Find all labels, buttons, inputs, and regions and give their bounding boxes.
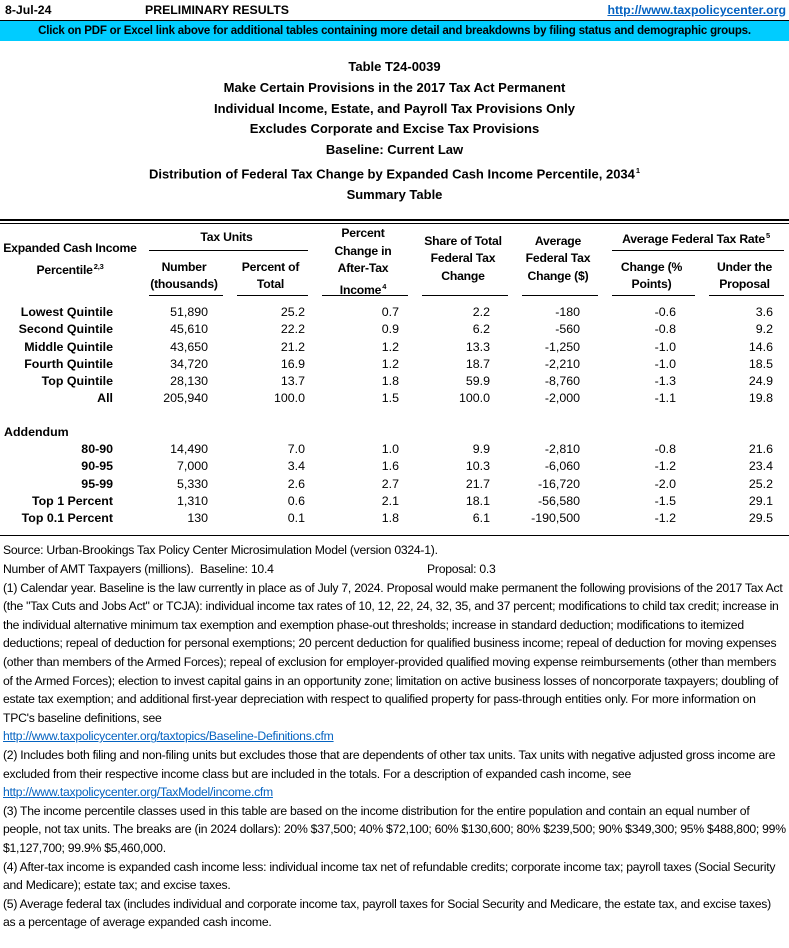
cell: 9.9 xyxy=(472,441,490,456)
footnote-4: (4) After-tax income is expanded cash income less: individual income tax net of refundable credits; corporate income tax; payroll taxes (Social Security and Medicare); estate tax; and excise taxes. xyxy=(3,859,776,893)
cell: 100.0 xyxy=(458,391,490,406)
cell: 6.1 xyxy=(472,511,490,526)
cell: 18.1 xyxy=(465,493,490,508)
cell: 1.2 xyxy=(381,356,399,371)
cell: 9.2 xyxy=(755,322,773,337)
amt-proposal: Proposal: 0.3 xyxy=(427,562,496,577)
row-label: Fourth Quintile xyxy=(24,356,113,371)
table-row xyxy=(0,493,789,510)
footnote-1-link[interactable]: http://www.taxpolicycenter.org/taxtopics/Baseline-Definitions.cfm xyxy=(3,729,334,744)
notes-section xyxy=(0,536,789,931)
table-row xyxy=(0,356,789,373)
cell: -560 xyxy=(555,322,580,337)
cell: 7,000 xyxy=(176,459,208,474)
cell: 1,310 xyxy=(176,493,208,508)
title-line-2: Make Certain Provisions in the 2017 Tax Act Permanent xyxy=(223,79,566,95)
cell: 0.6 xyxy=(287,493,305,508)
cell: 18.7 xyxy=(465,356,490,371)
cell: -1,250 xyxy=(544,339,580,354)
cell: 3.4 xyxy=(287,459,305,474)
cell: 2.7 xyxy=(381,476,399,491)
cell: -16,720 xyxy=(537,476,580,491)
table-row xyxy=(0,339,789,356)
row-label: 80-90 xyxy=(81,441,113,456)
cell: 25.2 xyxy=(748,476,773,491)
cell: -8,760 xyxy=(544,374,580,389)
header-footnote-ref-5: 5 xyxy=(765,230,770,240)
title-line-4: Excludes Corporate and Excise Tax Provisions xyxy=(249,121,540,137)
title-footnote-ref: 1 xyxy=(635,165,641,175)
table-body xyxy=(0,296,789,536)
footnote-2-link-line xyxy=(3,783,786,802)
cell: 5,330 xyxy=(176,476,208,491)
cell: 25.2 xyxy=(280,304,305,319)
cell: 10.3 xyxy=(465,459,490,474)
table-row xyxy=(0,321,789,338)
header-percent-of-total: Percent of Total xyxy=(228,251,313,296)
row-label: Top Quintile xyxy=(41,374,113,389)
header-footnote-ref-23: 2,3 xyxy=(93,261,104,271)
table-row xyxy=(0,458,789,475)
cell: 21.2 xyxy=(280,339,305,354)
addendum-rows xyxy=(0,441,789,527)
title-line-3: Individual Income, Estate, and Payroll Tax Provisions Only xyxy=(214,100,575,116)
cell: 34,720 xyxy=(170,356,208,371)
cell: 45,610 xyxy=(170,322,208,337)
cell: 205,940 xyxy=(163,391,208,406)
cell: 14.6 xyxy=(748,339,773,354)
header-number-thousands: Number (thousands) xyxy=(140,251,228,296)
cell: -180 xyxy=(555,304,580,319)
cell: 1.2 xyxy=(381,339,399,354)
table-row xyxy=(0,476,789,493)
header-average-federal-tax-change: Average Federal Tax Change ($) xyxy=(513,224,603,296)
date-label: 8-Jul-24 xyxy=(5,3,52,17)
row-label: Top 1 Percent xyxy=(31,493,113,508)
cell: 2.2 xyxy=(472,304,490,319)
cell: 43,650 xyxy=(170,339,208,354)
cell: 51,890 xyxy=(170,304,208,319)
cell: 1.0 xyxy=(381,441,399,456)
cell: 24.9 xyxy=(748,374,773,389)
cell: 21.7 xyxy=(465,476,490,491)
cell: -0.8 xyxy=(654,441,676,456)
header-share-of-total-federal-tax-change: Share of Total Federal Tax Change xyxy=(413,224,513,296)
footnote-2: (2) Includes both filing and non-filing units but excludes those that are dependents of other tax units. Tax units with negative adjusted gross income are excluded from their respective income class but are included in the totals. For a description of expanded cash income, see xyxy=(3,748,776,781)
title-line-1: Table T24-0039 xyxy=(348,59,441,74)
cell: 1.8 xyxy=(381,511,399,526)
table-header xyxy=(0,224,789,296)
cell: 100.0 xyxy=(273,391,305,406)
row-label: All xyxy=(97,391,113,406)
footnote-2-link[interactable]: http://www.taxpolicycenter.org/TaxModel/income.cfm xyxy=(3,785,273,800)
row-label: Middle Quintile xyxy=(24,339,113,354)
title-block xyxy=(0,57,789,206)
amt-line: Number of AMT Taxpayers (millions). Baseline: 10.4 Proposal: 0.3 xyxy=(3,560,786,579)
cell: -1.3 xyxy=(654,374,676,389)
source-line: Source: Urban-Brookings Tax Policy Center Microsimulation Model (version 0324-1). xyxy=(3,543,438,558)
cell: -0.8 xyxy=(654,322,676,337)
cell: -1.0 xyxy=(654,356,676,371)
cell: 2.6 xyxy=(287,476,305,491)
footnote-1: (1) Calendar year. Baseline is the law currently in place as of July 7, 2024. Proposal would make permanent the following provisions of the 2017 Tax Act (the "Tax Cuts and Jobs Act" or TCJA): individual income tax rates of 10, 12, 22, 24, 32, 35, and 37 percent; modifications to child tax credit; increase in the individual alternative minimum tax exemption and exemption phase-out thresholds; increase in standard deduction; modifications to itemized deductions; repeal of deduction for personal exemptions; 20 percent deduction for qualified business income; repeal of deduction for moving expenses (other than members of the Armed Forces); repeal of exclusion for employer-provided qualified moving expense reimbursements (other than members of the Armed Forces); election to invest capital gains in an opportunity zone; limitation on active business losses of noncorporate taxpayers; doubling of estate tax exemption; and additional first-year depreciation with respect to qualified property for pass-through entities only. For more information on TPC's baseline definitions, see xyxy=(3,580,783,725)
addendum-label: Addendum xyxy=(4,424,69,439)
row-label: Lowest Quintile xyxy=(20,304,113,319)
cell: -2,000 xyxy=(544,391,580,406)
cell: 14,490 xyxy=(170,441,208,456)
row-label: 90-95 xyxy=(81,459,113,474)
footnote-5: (5) Average federal tax (includes individual and corporate income tax, payroll taxes for Social Security and Medicare, the estate tax, and excise taxes) as a percentage of average expanded cash income. xyxy=(3,896,771,930)
preliminary-results-label: PRELIMINARY RESULTS xyxy=(145,3,289,17)
cell: 29.1 xyxy=(748,493,773,508)
row-label: Second Quintile xyxy=(18,322,113,337)
cell: 28,130 xyxy=(170,374,208,389)
cell: 7.0 xyxy=(287,441,305,456)
table-row xyxy=(0,510,789,527)
info-banner: Click on PDF or Excel link above for additional tables containing more detail and breakdowns by filing status and demographic groups. xyxy=(0,21,789,41)
cell: 130 xyxy=(187,511,208,526)
title-line-7: Summary Table xyxy=(346,187,443,203)
cell: 1.6 xyxy=(381,459,399,474)
cell: -190,500 xyxy=(531,511,580,526)
cell: 23.4 xyxy=(748,459,773,474)
header-expanded-cash-income: Expanded Cash Income Percentile$^{2,3}$ xyxy=(3,241,137,277)
table-row xyxy=(0,373,789,390)
site-link[interactable]: http://www.taxpolicycenter.org xyxy=(607,3,786,17)
cell: 18.5 xyxy=(748,356,773,371)
header-percent-change-after-tax-income: Percent Change in After-Tax Income$^4$ xyxy=(313,224,413,296)
row-label: Top 0.1 Percent xyxy=(21,511,113,526)
cell: 13.7 xyxy=(280,374,305,389)
header-group-tax-units: Tax Units xyxy=(140,224,313,251)
cell: -6,060 xyxy=(544,459,580,474)
cell: -1.0 xyxy=(654,339,676,354)
cell: -56,580 xyxy=(537,493,580,508)
cell: 21.6 xyxy=(748,441,773,456)
main-rows xyxy=(0,304,789,408)
cell: 2.1 xyxy=(381,493,399,508)
title-line-6: Distribution of Federal Tax Change by Expanded Cash Income Percentile, 2034$^1$ xyxy=(148,165,641,182)
cell: -2,810 xyxy=(544,441,580,456)
cell: 0.9 xyxy=(381,322,399,337)
table-row xyxy=(0,304,789,321)
cell: 1.5 xyxy=(381,391,399,406)
table-row xyxy=(0,390,789,407)
cell: -2,210 xyxy=(544,356,580,371)
spacer-row xyxy=(0,408,789,424)
cell: -0.6 xyxy=(654,304,676,319)
cell: 6.2 xyxy=(472,322,490,337)
cell: -1.2 xyxy=(654,511,676,526)
row-label: 95-99 xyxy=(81,476,113,491)
cell: 16.9 xyxy=(280,356,305,371)
header-change-pct-points: Change (% Points) xyxy=(603,251,700,296)
footnote-3: (3) The income percentile classes used in this table are based on the income distribution for the entire population and contain an equal number of people, not tax units. The breaks are (in 2024 dollars): 20% $37,500; 40% $72,100; 60% $130,600; 80% $239,500; 90% $349,300; 95% $488,800; 99% $1,127,700; 99.9% $5,460,000. xyxy=(3,803,786,855)
cell: 0.1 xyxy=(287,511,305,526)
header-group-average-federal-tax-rate: Average Federal Tax Rate$^5$ xyxy=(603,224,789,251)
cell: 19.8 xyxy=(748,391,773,406)
cell: -1.2 xyxy=(654,459,676,474)
cell: 3.6 xyxy=(755,304,773,319)
header-footnote-ref-4: 4 xyxy=(382,281,387,291)
cell: 13.3 xyxy=(465,339,490,354)
cell: -2.0 xyxy=(654,476,676,491)
footnote-1-link-line xyxy=(3,727,786,746)
cell: 59.9 xyxy=(465,374,490,389)
title-line-5: Baseline: Current Law xyxy=(325,142,464,158)
top-bar xyxy=(0,0,789,21)
cell: 22.2 xyxy=(280,322,305,337)
cell: 0.7 xyxy=(381,304,399,319)
cell: 29.5 xyxy=(748,511,773,526)
cell: -1.5 xyxy=(654,493,676,508)
cell: -1.1 xyxy=(654,391,676,406)
cell: 1.8 xyxy=(381,374,399,389)
table-row xyxy=(0,441,789,458)
header-under-the-proposal: Under the Proposal xyxy=(700,251,789,296)
